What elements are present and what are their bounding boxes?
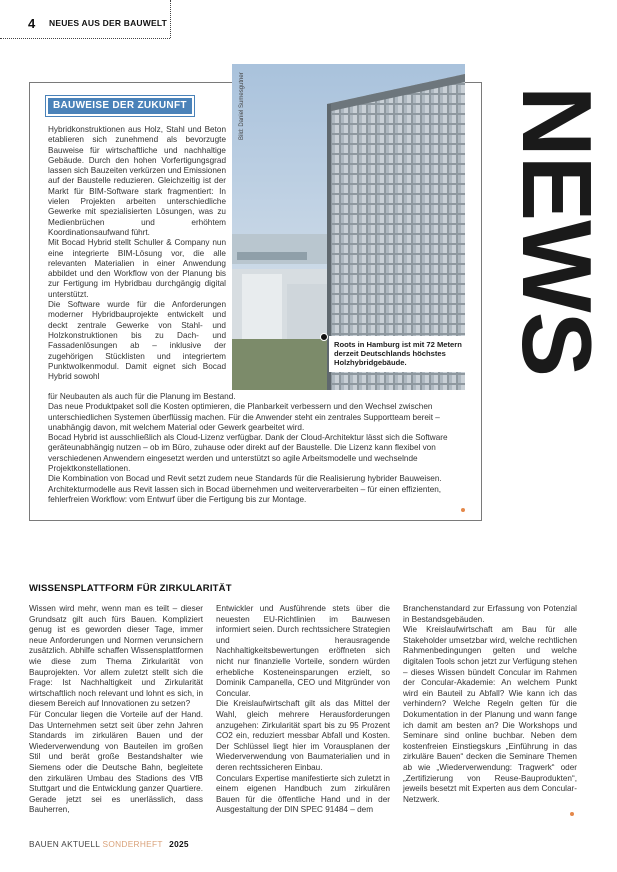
page-number: 4 (28, 16, 36, 31)
news-column-text (48, 125, 226, 382)
header-divider-vertical (170, 0, 171, 38)
article-paragraph: Wissen wird mehr, wenn man es teilt – dieser Grundsatz gilt auch fürs Bauen. Kompliziert genug ist es geworden dieser Tage, immer neue Anforderungen und Normen verunsichern zusätzlich. Abhilfe schaffen Wissensplattformen wie diese zum Thema Zirkularität von Bauprojekten. Vor allem zuletzt stellt sich die Frage: Ist Nachhaltigkeit und Zirkularität wirtschaftlich noch relevant und lohnt es sich, in diesem Bereich auf Innovationen zu setzen? (29, 604, 203, 709)
article-paragraph: Branchenstandard zur Erfassung von Potenzial in Bestandsgebäuden. (403, 604, 577, 624)
news-paragraph: Hybridkonstruktionen aus Holz, Stahl und Beton etablieren sich zunehmend als bevorzugte Bauweise für wirtschaftliche und nachhaltige Gebäude. Durch den hohen Vorfertigungsgrad lassen sich Bauzeiten verkürzen und Emissionen auf der Baustelle reduzieren. Gleichzeitig ist der Markt für BIM-Software stark fragmentiert: In vielen Projekten arbeiten unterschiedliche Gewerke mit spezialisierten Lösungen, was zu Medienbrüchen und erhöhtem Koordinationsaufwand führt. (48, 125, 226, 237)
caption-marker-icon (320, 333, 328, 341)
article-column-2 (216, 604, 390, 816)
photo-credit: Bild: Daniel Sumesgutner (239, 72, 245, 140)
article-paragraph: Conculars Expertise manifestierte sich zuletzt in einem eigenen Handbuch zum zirkulären Bauen für die öffentliche Hand und in der Ausgestaltung der DIN SPEC 91484 – dem (216, 773, 390, 815)
news-paragraph: Bocad Hybrid ist ausschließlich als Cloud-Lizenz verfügbar. Dank der Cloud-Architektur lässt sich die Software geräteunabhängig nutzen – ob im Büro, zuhause oder direkt auf der Baustelle. Die Lizenz kann flexibel von verschiedenen Anwendern eingesetzt werden und unterstützt so agile Arbeitsmodelle und wechselnde Projektkonstellationen. (48, 433, 448, 474)
news-paragraph: Die Kombination von Bocad und Revit setzt zudem neue Standards für die Realisierung hybrider Bauweisen. Architekturmodelle aus Revit lassen sich in Bocad übernehmen und weiterverarbeiten – für einen effizienten, fehlerfreien Workflow: vom Entwurf über die Fertigung bis zur Montage. (48, 474, 442, 504)
news-full-width-text (48, 392, 473, 505)
footer-publication: BAUEN AKTUELL (29, 839, 100, 849)
article-paragraph: Wie Kreislaufwirtschaft am Bau für alle Stakeholder umsetzbar wird, welche rechtlichen Rahmenbedingungen gelten und welche digitalen Tools schon jetzt zur Verfügung stehen – dieses Wissen bündelt Concular im Rahmen der Concular-Akademie: An welchem Punkt wird ein Bauteil zu Abfall? Wie kann ich das verhindern? Welche Regeln gelten für die Dokumentation in der Planung und wann fange ich damit am besten an? Die Workshops und Seminare sind online buchbar. Neben dem kostenfreien Einstiegskurs „Einführung in das zirkuläre Bauen“ decken die Seminare Themen ab wie „Wiederverwendung: Tragwerk“ oder „Zertifizierung von Reuse-Bauprodukten“, jeweils besetzt mit Experten aus dem Concular-Netzwerk. (403, 625, 577, 804)
header-divider-horizontal (0, 38, 170, 39)
article-end-mark (570, 812, 574, 816)
footer-edition: SONDERHEFT (102, 839, 163, 849)
footer-year: 2025 (169, 839, 189, 849)
article-title: WISSENSPLATTFORM FÜR ZIRKULARITÄT (29, 583, 232, 594)
section-header-title: NEUES AUS DER BAUWELT (49, 18, 168, 28)
news-paragraph: Die Software wurde für die Anforderungen moderner Hybridbauprojekte entwickelt und deckt zentrale Gewerke von Stahl- und Holzkonstruktionen bis zu Dach- und Fassadenlösungen ab – inklusive der zugehörigen Stücklisten und integriertem Punktwolkenmodul. Damit eignet sich Bocad Hybrid sowohl (48, 300, 226, 382)
news-section-badge: BAUWEISE DER ZUKUNFT (48, 98, 192, 114)
news-paragraph: für Neubauten als auch für die Planung im Bestand. (48, 392, 236, 401)
article-column-3 (403, 604, 577, 805)
news-end-mark (461, 508, 465, 512)
article-paragraph: Die Kreislaufwirtschaft gilt als das Mittel der Wahl, gleich mehrere Herausforderungen anzugehen: Zirkularität spart bis zu 95 Prozent CO2 ein, reduziert messbar Abfall und Kosten. Der Schlüssel liegt hier im Vorausplanen der Wiederverwendung von Baumaterialien und in deren rechtssicheren Einbau. (216, 699, 390, 772)
news-paragraph: Mit Bocad Hybrid stellt Schuller & Company nun eine integrierte BIM-Lösung vor, die alle relevanten Materialien in einer Anwendung abbildet und den Workflow von der Planung bis zur Fertigung im Hybridbau durchgängig digital unterstützt. (48, 238, 226, 299)
news-paragraph: Das neue Produktpaket soll die Kosten optimieren, die Planbarkeit verbessern und den Wechsel zwischen unterschiedlichen Systemen überflüssig machen. Für die Anwender steht ein zentrales Supportteam bereit – unabhängig davon, mit welchem Material oder Gewerk gearbeitet wird. (48, 402, 440, 432)
article-column-1 (29, 604, 203, 816)
page-footer (29, 839, 189, 849)
photo-caption: Roots in Hamburg ist mit 72 Metern derzeit Deutschlands höchstes Holzhybridgebäude. (329, 336, 469, 372)
news-vertical-heading: NEWS (502, 86, 612, 376)
article-paragraph: Für Concular liegen die Vorteile auf der Hand. Das Unternehmen setzt seit über zehn Jahren Standards im zirkulären Bauen und der Wiederverwendung von Bauteilen im großen Stil und berät große Bestandshalter wie Siemens oder die Deutsche Bahn, begleitete den zirkulären Umbau des Stadions des VfB Stuttgart und die Entwicklung ganzer Quartiere. Gerade jetzt sei es unerlässlich, dass Bauherren, (29, 709, 203, 815)
article-paragraph: Entwickler und Ausführende stets über die neuesten EU-Richtlinien im Bauwesen informiert seien. Durch rechtssichere Strategien und herausragende Nachhaltigkeitsbewertungen eröffneten sich nicht nur finanzielle Vorteile, sondern würden erhebliche Kosteneinsparungen erzielt, so Dominik Campanella, CEO und Mitgründer von Concular. (216, 604, 390, 698)
